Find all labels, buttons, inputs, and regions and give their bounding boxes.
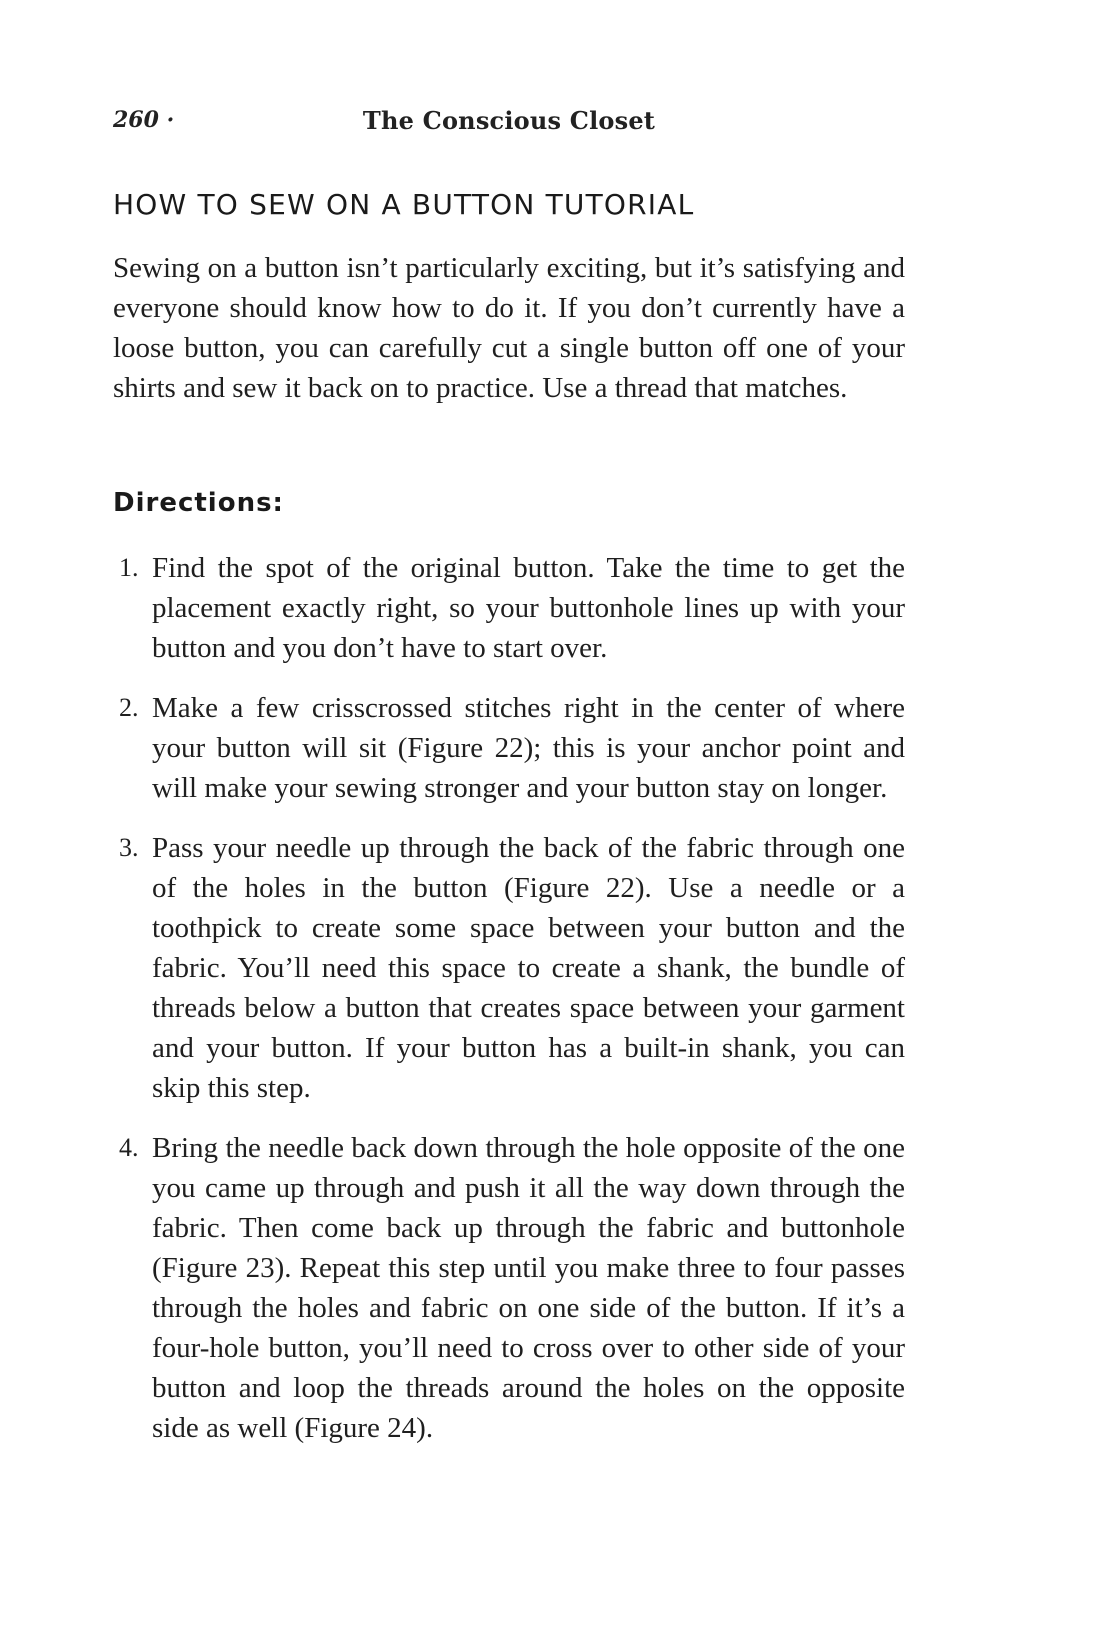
step-text: Pass your needle up through the back of the fabric through one of the holes in the button (Figure 22). Use a needle or a toothpick to create some space between your button and the fabric. You’ll need this space to create a shank, the bundle of threads below a button that creates space between your garment and your button. If your button has a built-in shank, you can skip this step.: [152, 832, 905, 1104]
book-title: The Conscious Closet: [362, 106, 656, 135]
step-number: 3.: [119, 833, 139, 862]
directions-list: [113, 548, 905, 1468]
direction-step-4: [113, 1128, 905, 1448]
step-text: Find the spot of the original button. Take the time to get the placement exactly right, so your buttonhole lines up with your button and you don’t have to start over.: [152, 552, 905, 664]
step-number: 4.: [119, 1133, 139, 1162]
running-header: [113, 104, 905, 144]
intro-paragraph: Sewing on a button isn’t particularly exciting, but it’s satisfying and everyone should know how to do it. If you don’t currently have a loose button, you can carefully cut a single button off one of your shirts and sew it back on to practice. Use a thread that matches.: [113, 252, 905, 404]
direction-step-1: [113, 548, 905, 668]
step-number: 1.: [119, 553, 139, 582]
page-number: 260 ·: [113, 107, 175, 133]
section-heading: HOW TO SEW ON A BUTTON TUTORIAL: [113, 188, 695, 221]
direction-step-2: [113, 688, 905, 808]
directions-heading: Directions:: [113, 488, 284, 518]
direction-step-3: [113, 828, 905, 1108]
step-text: Bring the needle back down through the hole opposite of the one you came up through and push it all the way down through the fabric. Then come back up through the fabric and buttonhole (Figure 23). Repeat this step until you make three to four passes through the holes and fabric on one side of the button. If it’s a four-hole button, you’ll need to cross over to other side of your button and loop the threads around the holes on the opposite side as well (Figure 24).: [152, 1132, 905, 1444]
step-number: 2.: [119, 693, 139, 722]
step-text: Make a few crisscrossed stitches right in the center of where your button will sit (Figure 22); this is your anchor point and will make your sewing stronger and your button stay on longer.: [152, 692, 905, 804]
